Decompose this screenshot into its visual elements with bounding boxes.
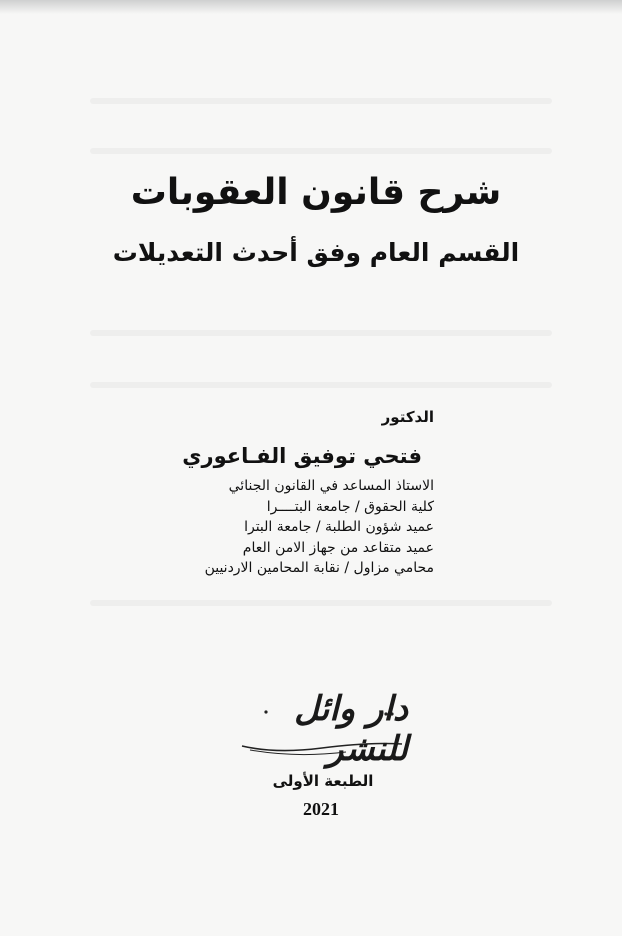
credential-line: الاستاذ المساعد في القانون الجنائي [228,478,434,494]
publisher-name: دار وائل للنشر [294,689,408,769]
show-through-smudge [90,330,552,336]
credential-line: محامي مزاول / نقابة المحامين الاردنيين [204,560,434,576]
show-through-smudge [90,382,552,388]
book-subtitle: القسم العام وفق أحدث التعديلات [112,238,520,267]
page-edge-shadow [0,0,622,14]
show-through-smudge [90,600,552,606]
credential-line: كلية الحقوق / جامعة البتــــرا [266,498,434,515]
credential-line: عميد متقاعد من جهاز الامن العام [242,539,434,556]
publication-year: 2021 [303,799,339,819]
edition-label: الطبعة الأولى [272,772,374,790]
book-title: شرح قانون العقوبات [130,172,502,213]
publisher-logo [236,689,408,769]
author-degree: الدكتور [381,408,434,426]
credential-line: عميد شؤون الطلبة / جامعة البترا [244,519,434,535]
author-block [174,408,434,579]
show-through-smudge [90,148,552,154]
author-name: فتحي توفيق الفـاعوري [182,444,422,468]
show-through-smudge [90,98,552,104]
